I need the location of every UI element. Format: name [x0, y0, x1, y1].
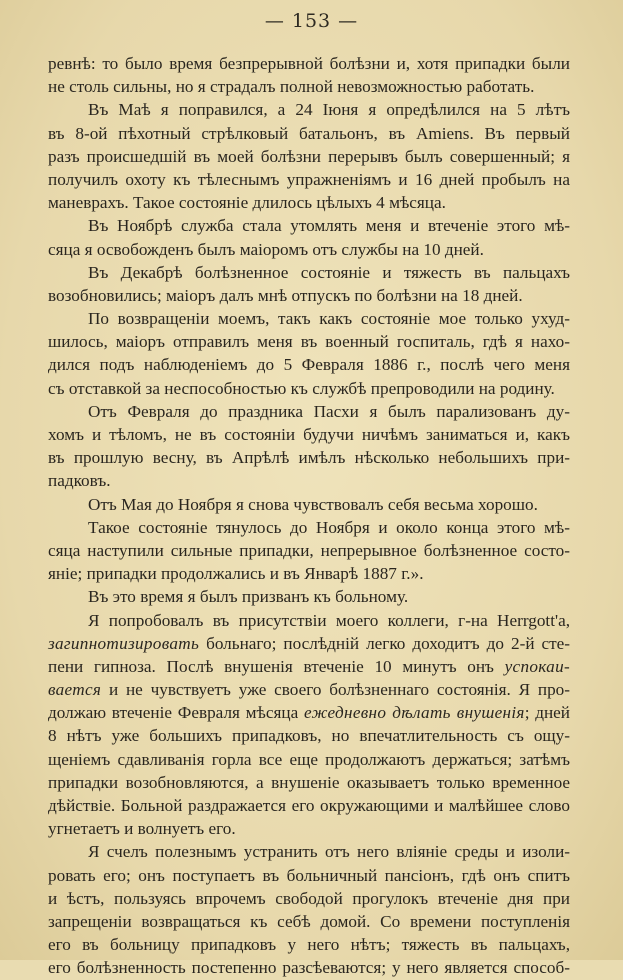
- text-line: ревнѣ: то было время безпрерывной болѣзни и, хотя припадки были: [48, 54, 570, 73]
- text-line: сяца наступили сильные припадки, непрерывное болѣзненное состо-: [48, 540, 570, 560]
- text-line: маневрахъ. Такое состояніе длилось цѣлыхъ 4 мѣсяца.: [48, 193, 446, 213]
- body-text: [48, 52, 570, 980]
- text-line: щеніемъ сдавливанія горла все еще продолжаютъ держаться; затѣмъ: [48, 749, 570, 769]
- text-line: и ѣстъ, пользуясь впрочемъ свободой прогулокъ втеченіе дня при: [48, 888, 570, 908]
- text-line: дился подъ наблюденіемъ до 5 Февраля 1886 г., послѣ чего меня: [48, 355, 570, 375]
- text-line: шилось, маіоръ отправилъ меня въ военный госпиталь, гдѣ я нахо-: [48, 332, 570, 352]
- text-line: Въ Ноябрѣ служба стала утомлять меня и втеченіе этого мѣ-: [88, 216, 570, 236]
- text-segment: больнаго; послѣдній легко доходитъ до 2-й сте-: [199, 633, 570, 653]
- text-line: [48, 632, 570, 655]
- text-line: 8 нѣтъ уже большихъ припадковъ, но впечатлительность съ ощу-: [48, 726, 570, 746]
- text-line: получилъ охоту къ тѣлеснымъ упражненіямъ и 16 дней пробылъ на: [48, 169, 570, 189]
- page-number: — 153 —: [264, 10, 359, 32]
- text-line: Въ Маѣ я поправился, а 24 Іюня я опредѣлился на 5 лѣтъ: [88, 100, 570, 120]
- text-line: ровать его; онъ поступаетъ въ больничный пансіонъ, гдѣ онъ спитъ: [48, 865, 570, 885]
- text-line: яніе; припадки продолжались и въ Январѣ 1887 г.».: [48, 564, 424, 584]
- emphasized-text: ежедневно дѣлать внушенія: [303, 703, 525, 723]
- text-line: Въ Декабрѣ болѣзненное состояніе и тяжесть въ пальцахъ: [88, 262, 570, 282]
- emphasized-text: загипнотизировать: [48, 633, 200, 653]
- text-segment: ; дней: [524, 703, 570, 723]
- text-line: падковъ.: [48, 471, 111, 491]
- text-line: его въ больницу припадковъ у него нѣтъ; тяжесть въ пальцахъ,: [48, 935, 570, 955]
- text-line: Въ это время я былъ призванъ къ больному.: [88, 587, 409, 607]
- text-line: Отъ Февраля до праздника Пасхи я былъ парализованъ ду-: [88, 401, 570, 421]
- text-line: [48, 701, 570, 724]
- text-segment: и не чувствуетъ уже своего болѣзненнаго состоянія. Я про-: [101, 680, 570, 700]
- text-line: сяца я освобожденъ былъ маіоромъ отъ службы на 10 дней.: [48, 239, 484, 259]
- text-line: его болѣзненность постепенно разсѣеваются; у него является способ-: [48, 958, 570, 978]
- text-line: дѣйствіе. Больной раздражается его окружающими и малѣйшее слово: [48, 796, 570, 815]
- text-line: въ прошлую весну, въ Апрѣлѣ имѣлъ нѣсколько небольшихъ при-: [48, 448, 570, 468]
- emphasized-text: успокаи-: [504, 656, 570, 676]
- text-line: Я попробовалъ въ присутствіи моего коллеги, г-на Herrgott'a,: [88, 610, 570, 630]
- text-line: хомъ и тѣломъ, не въ состояніи будучи ничѣмъ заниматься и, какъ: [48, 425, 570, 444]
- text-line: По возвращеніи моемъ, такъ какъ состояніе мое только ухуд-: [88, 309, 570, 329]
- text-line: въ 8-ой пѣхотный стрѣлковый батальонъ, въ Amiens. Въ первый: [48, 123, 570, 143]
- text-segment: должаю втеченіе Февраля мѣсяца: [48, 703, 304, 723]
- text-line: Я счелъ полезнымъ устранить отъ него вліяніе среды и изоли-: [88, 842, 570, 862]
- text-line: Такое состояніе тянулось до Ноября и около конца этого мѣ-: [88, 517, 570, 537]
- emphasized-text: вается: [48, 680, 102, 700]
- text-line: съ отставкой за неспособностью къ службѣ препроводили на родину.: [48, 378, 555, 398]
- text-line: припадки возобновляются, а внушеніе оказываетъ только временное: [48, 772, 570, 792]
- text-line: запрещеніи возвращаться къ себѣ домой. Со времени поступленія: [48, 911, 570, 931]
- text-line: [48, 655, 570, 678]
- text-line: Отъ Мая до Ноября я снова чувствовалъ себя весьма хорошо.: [88, 494, 538, 514]
- text-segment: пени гипноза. Послѣ внушенія втеченіе 10 минутъ онъ: [48, 656, 505, 676]
- text-line: возобновились; маіоръ далъ мнѣ отпускъ по болѣзни на 18 дней.: [48, 285, 523, 305]
- text-line: разъ происшедшій въ моей болѣзни перерывъ былъ совершенный; я: [48, 146, 570, 166]
- text-line: угнетаетъ и волнуетъ его.: [48, 819, 236, 839]
- text-line: [48, 678, 570, 701]
- text-line: не столь сильны, но я страдалъ полной невозможностью работать.: [48, 77, 535, 97]
